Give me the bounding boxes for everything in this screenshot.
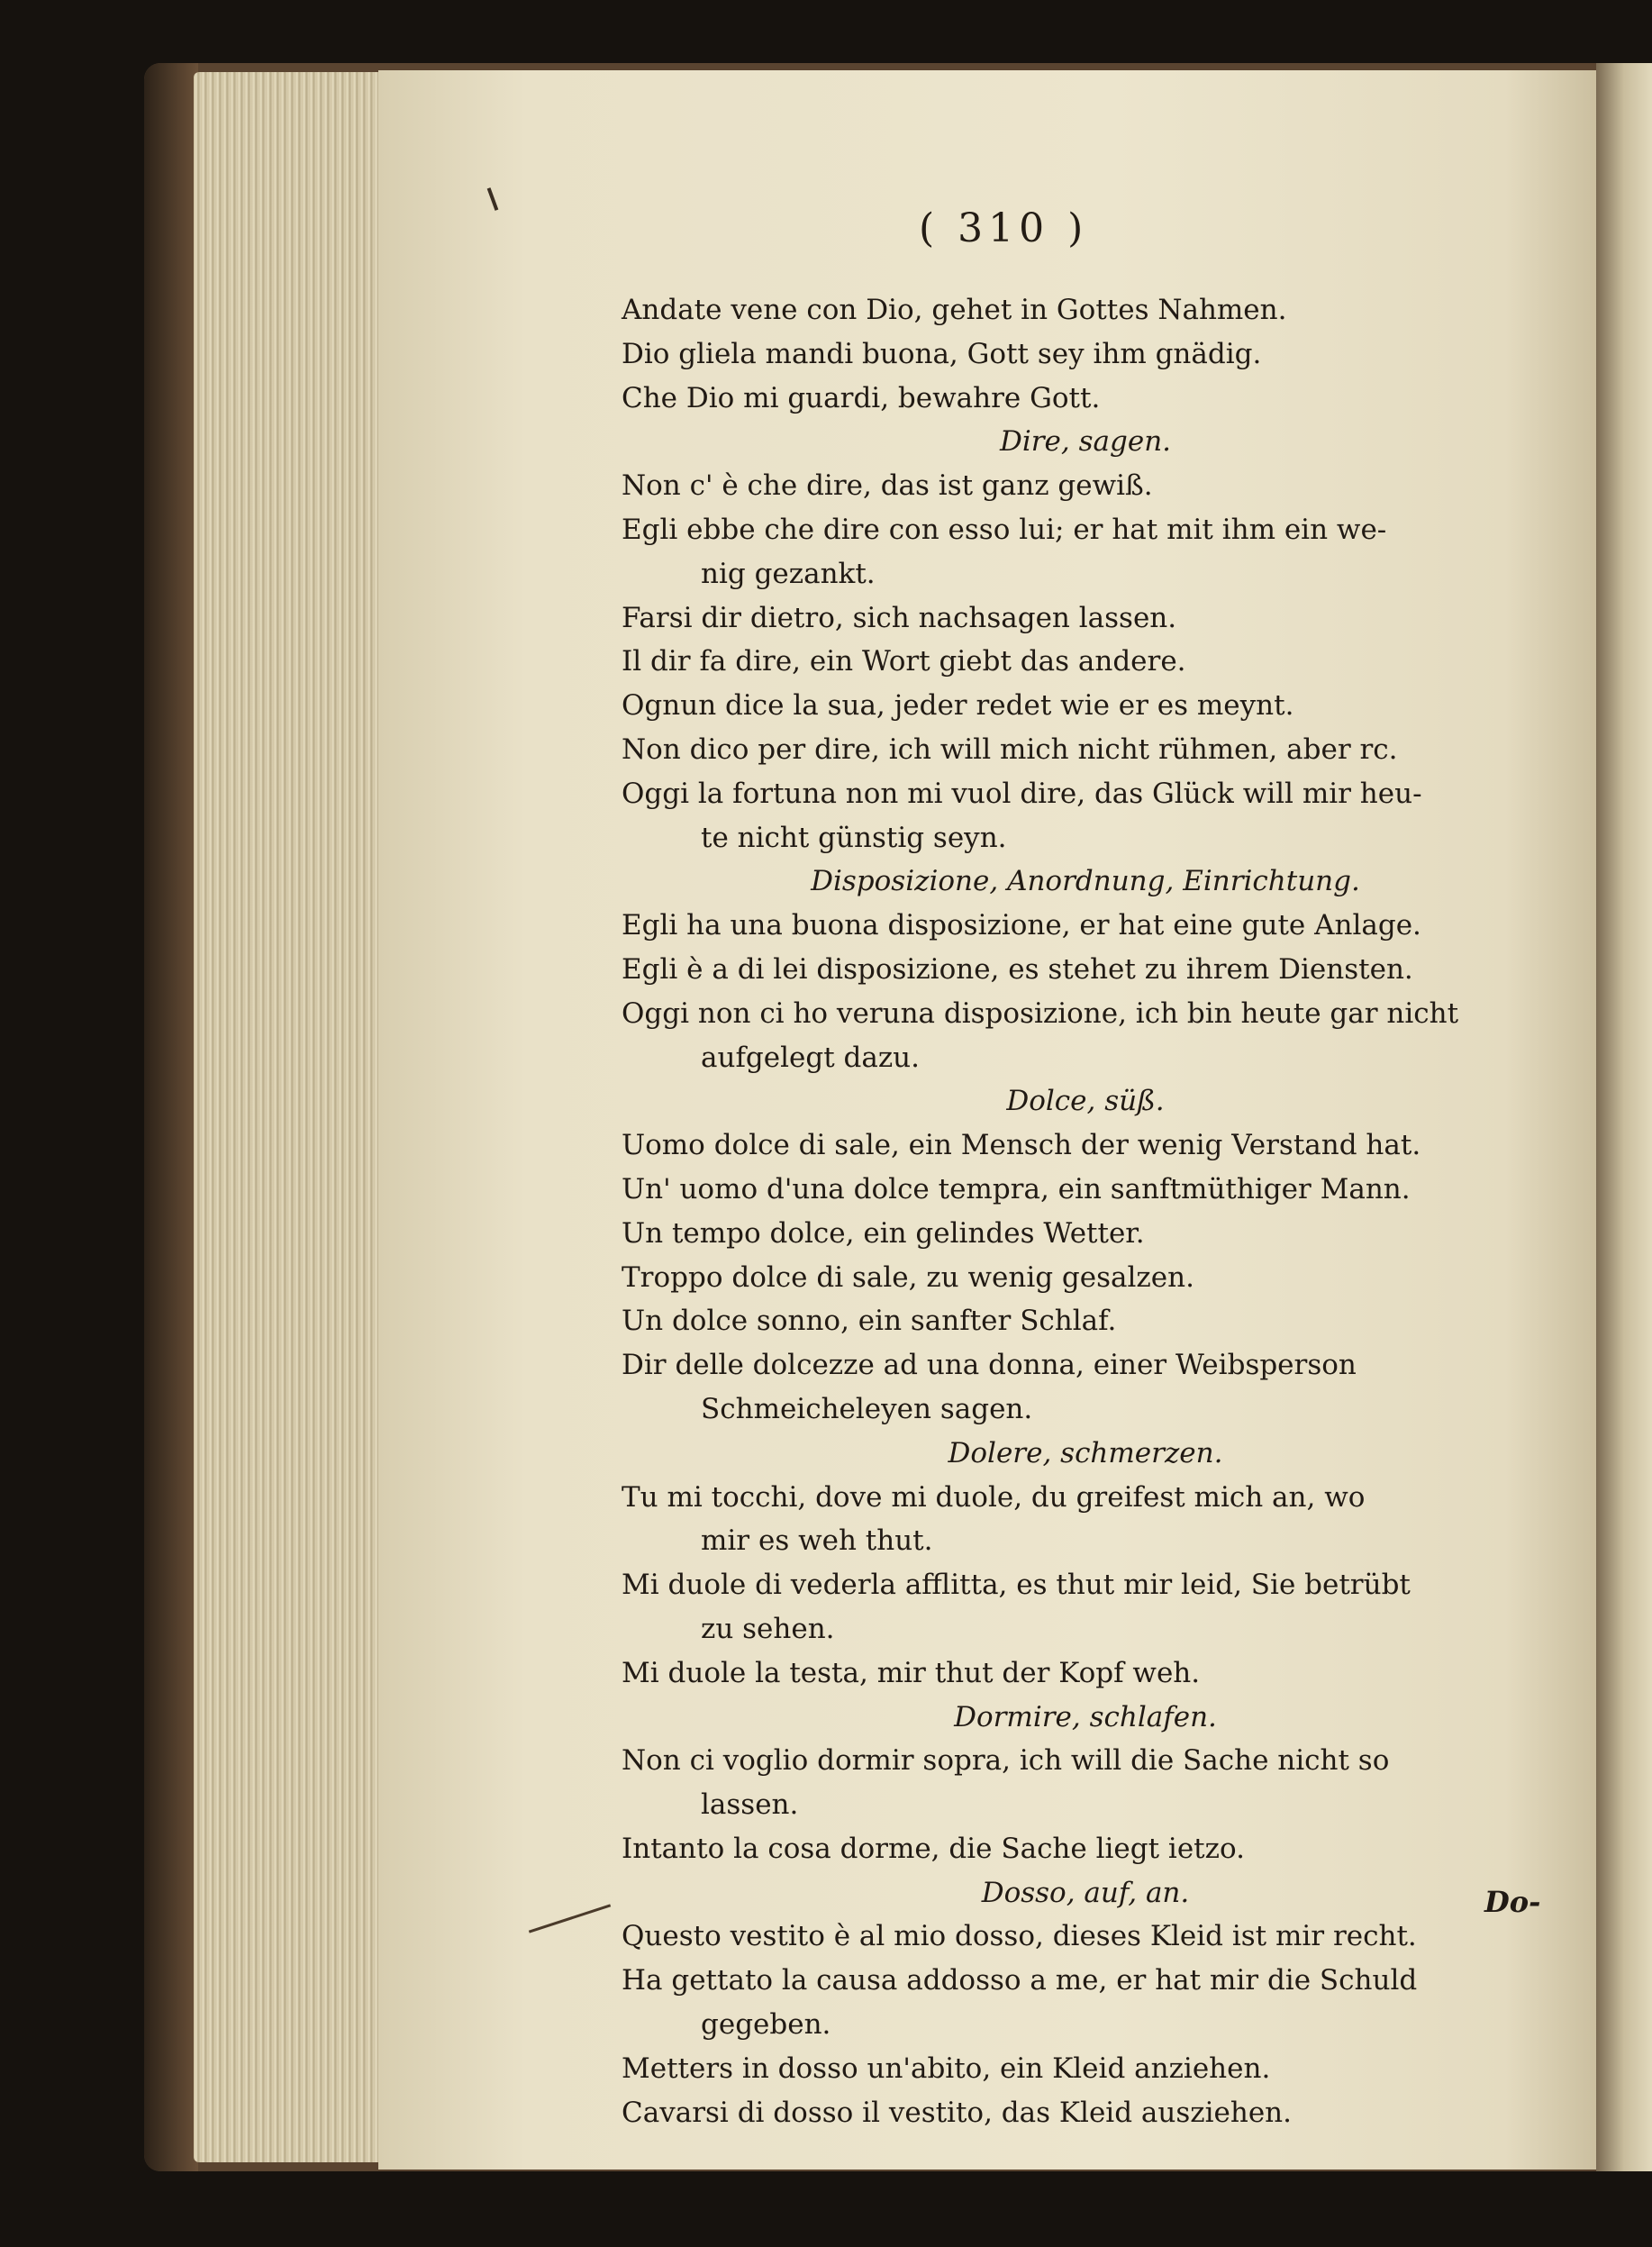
entry-line: Mi duole di vederla afflitta, es thut mir leid, Sie betrübt: [622, 1569, 1411, 1602]
entry-line: Un dolce sonno, ein sanfter Schlaf.: [622, 1305, 1117, 1338]
entry-line: Cavarsi di dosso il vestito, das Kleid ausziehen.: [622, 2096, 1292, 2129]
entry-line: Ognun dice la sua, jeder redet wie er es meynt.: [622, 689, 1294, 723]
entry-line: Che Dio mi guardi, bewahre Gott.: [622, 381, 1101, 414]
entry-continuation: te nicht günstig seyn.: [701, 821, 1007, 854]
entry-line: Tu mi tocchi, dove mi duole, du greifest mich an, wo: [622, 1480, 1366, 1514]
entry-line: Egli è a di lei disposizione, es stehet zu ihrem Diensten.: [622, 952, 1413, 986]
entry-line: Dir delle dolcezze ad una donna, einer Weibsperson: [622, 1349, 1357, 1382]
entry-line: Egli ha una buona disposizione, er hat eine gute Anlage.: [622, 909, 1421, 942]
dictionary-text: [622, 288, 1549, 2134]
catchword: Do-: [1484, 1885, 1541, 1919]
entry-line: Ha gettato la causa addosso a me, er hat mir die Schuld: [622, 1964, 1418, 1997]
entry-heading: Dolere, schmerzen.: [948, 1436, 1223, 1469]
entry-heading: Dire, sagen.: [999, 425, 1172, 459]
entry-line: Dio gliela mandi buona, Gott sey ihm gnädig.: [622, 337, 1262, 370]
entry-line: Mi duole la testa, mir thut der Kopf weh.: [622, 1656, 1201, 1689]
entry-line: Egli ebbe che dire con esso lui; er hat mit ihm ein we-: [622, 513, 1387, 546]
entry-continuation: nig gezankt.: [701, 557, 876, 590]
entry-line: Intanto la cosa dorme, die Sache liegt ietzo.: [622, 1832, 1245, 1865]
book-spine: [144, 63, 198, 2171]
entry-continuation: aufgelegt dazu.: [701, 1041, 921, 1074]
entry-continuation: gegeben.: [701, 2008, 831, 2042]
entry-continuation: mir es weh thut.: [701, 1524, 933, 1558]
entry-heading: Disposizione, Anordnung, Einrichtung.: [811, 865, 1360, 898]
entry-line: Questo vestito è al mio dosso, dieses Kleid ist mir recht.: [622, 1920, 1417, 1953]
entry-line: Oggi non ci ho veruna disposizione, ich bin heute gar nicht: [622, 996, 1459, 1030]
entry-line: Il dir fa dire, ein Wort giebt das andere.: [622, 645, 1186, 678]
entry-line: Farsi dir dietro, sich nachsagen lassen.: [622, 601, 1177, 634]
entry-heading: Dosso, auf, an.: [981, 1876, 1190, 1909]
entry-line: Troppo dolce di sale, zu wenig gesalzen.: [622, 1260, 1194, 1294]
entry-continuation: Schmeicheleyen sagen.: [701, 1392, 1033, 1425]
entry-line: Metters in dosso un'abito, ein Kleid anziehen.: [622, 2051, 1271, 2085]
entry-heading: Dolce, süß.: [1006, 1085, 1165, 1118]
facing-page-gutter: [1596, 63, 1652, 2171]
page-edges: [194, 72, 383, 2162]
entry-continuation: lassen.: [701, 1788, 799, 1822]
entry-line: Non c' è che dire, das ist ganz gewiß.: [622, 469, 1153, 503]
entry-line: Un' uomo d'una dolce tempra, ein sanftmüthiger Mann.: [622, 1172, 1411, 1205]
entry-continuation: zu sehen.: [701, 1612, 835, 1645]
entry-line: Non ci voglio dormir sopra, ich will die Sache nicht so: [622, 1744, 1390, 1778]
entry-line: Uomo dolce di sale, ein Mensch der wenig Verstand hat.: [622, 1129, 1421, 1162]
page-number: ( 310 ): [919, 205, 1089, 251]
entry-line: Un tempo dolce, ein gelindes Wetter.: [622, 1216, 1145, 1250]
entry-heading: Dormire, schlafen.: [954, 1700, 1217, 1733]
entry-line: Non dico per dire, ich will mich nicht rühmen, aber rc.: [622, 732, 1398, 766]
entry-line: Andate vene con Dio, gehet in Gottes Nahmen.: [622, 294, 1287, 326]
entry-line: Oggi la fortuna non mi vuol dire, das Glück will mir heu-: [622, 777, 1422, 810]
